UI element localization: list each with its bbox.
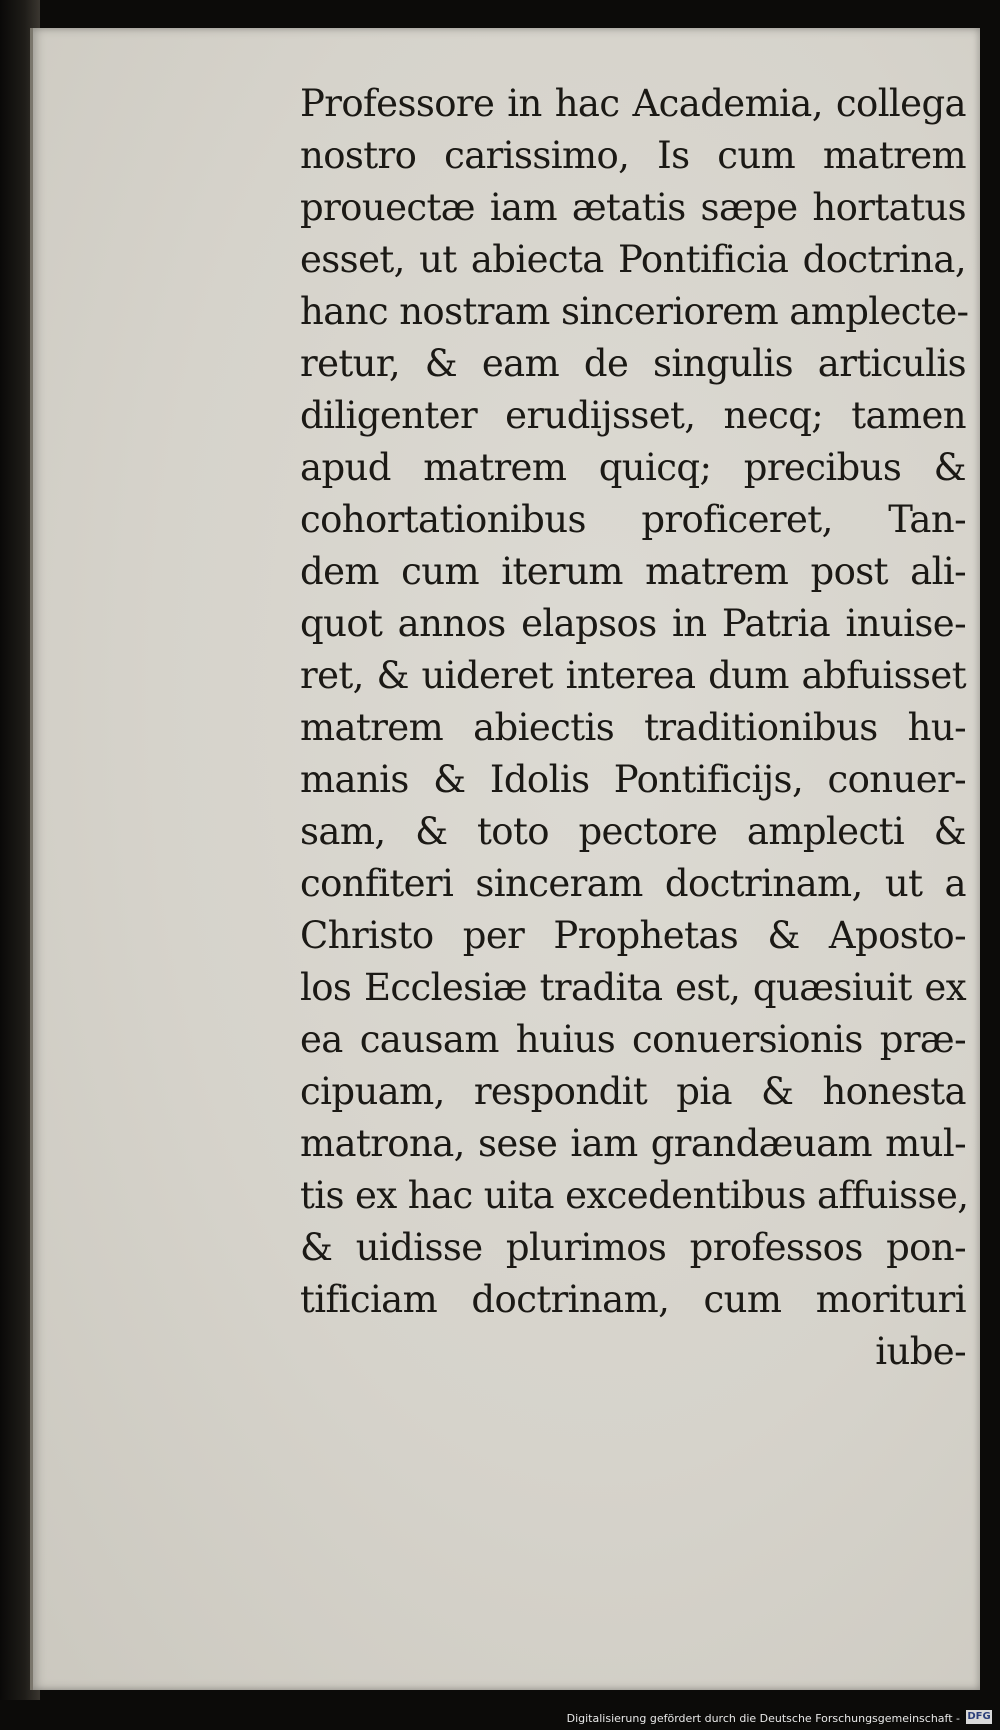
catchword: iube- xyxy=(875,1330,966,1373)
text-line: quot annos elapsos in Patria inuise- xyxy=(300,602,966,645)
text-line: & uidisse plurimos professos pon- xyxy=(300,1226,966,1269)
text-line: retur, & eam de singulis articulis xyxy=(300,342,966,385)
text-line: los Ecclesiæ tradita est, quæsiuit ex xyxy=(300,966,966,1009)
text-line: apud matrem quicq; precibus & xyxy=(300,446,966,489)
dfg-logo-icon[interactable]: DFG xyxy=(967,1711,991,1722)
text-line: diligenter erudijsset, necq; tamen xyxy=(300,394,966,437)
text-line: manis & Idolis Pontificijs, conuer- xyxy=(300,758,966,801)
text-line: prouectæ iam ætatis sæpe hortatus xyxy=(300,186,966,229)
text-line: esset, ut abiecta Pontificia doctrina, xyxy=(300,238,966,281)
text-line: Professore in hac Academia, collega xyxy=(300,82,966,125)
text-line: ea causam huius conuersionis præ- xyxy=(300,1018,966,1061)
digitization-credit: Digitalisierung gefördert durch die Deutsche Forschungsgemeinschaft - xyxy=(566,1712,960,1725)
text-line: nostro carissimo, Is cum matrem xyxy=(300,134,966,177)
text-line: cipuam, respondit pia & honesta xyxy=(300,1070,966,1113)
text-line: hanc nostram sinceriorem amplecte- xyxy=(300,290,969,333)
text-line: matrem abiectis traditionibus hu- xyxy=(300,706,966,749)
text-line: confiteri sinceram doctrinam, ut a xyxy=(300,862,966,905)
text-line: matrona, sese iam grandæuam mul- xyxy=(300,1122,966,1165)
text-line: Christo per Prophetas & Aposto- xyxy=(300,914,966,957)
text-line: tificiam doctrinam, cum morituri xyxy=(300,1278,966,1321)
page-text xyxy=(300,78,969,1378)
text-line: cohortationibus proficeret, Tan- xyxy=(300,498,966,541)
text-line: tis ex hac uita excedentibus affuisse, xyxy=(300,1174,969,1217)
text-line: ret, & uideret interea dum abfuisset xyxy=(300,654,966,697)
text-line: sam, & toto pectore amplecti & xyxy=(300,810,966,853)
text-line: dem cum iterum matrem post ali- xyxy=(300,550,966,593)
